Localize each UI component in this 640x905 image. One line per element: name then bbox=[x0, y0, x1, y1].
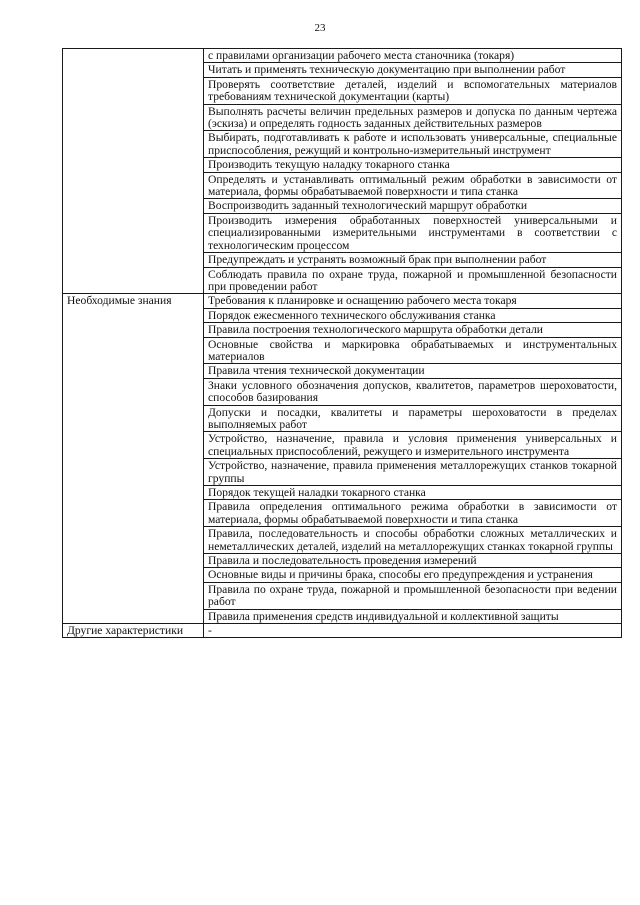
skill-item: Выполнять расчеты величин предельных размеров и допуска по данным чертежа (эскиза) и определять годность заданных действительных размеров bbox=[204, 104, 622, 131]
skill-item: Определять и устанавливать оптимальный режим обработки в зависимости от материала, формы обрабатываемой поверхности и типа станка bbox=[204, 172, 622, 199]
knowledge-label: Необходимые знания bbox=[63, 294, 204, 624]
knowledge-item: Устройство, назначение, правила применения металлорежущих станков токарной группы bbox=[204, 459, 622, 486]
table-row bbox=[63, 294, 622, 308]
skill-item: Соблюдать правила по охране труда, пожарной и промышленной безопасности при проведении работ bbox=[204, 267, 622, 294]
knowledge-item: Правила, последовательность и способы обработки сложных металлических и неметаллических деталей, изделий на металлорежущих станках токарной группы bbox=[204, 527, 622, 554]
other-label: Другие характеристики bbox=[63, 624, 204, 638]
skill-item: Предупреждать и устранять возможный брак при выполнении работ bbox=[204, 253, 622, 267]
knowledge-item: Порядок ежесменного технического обслуживания станка bbox=[204, 308, 622, 322]
knowledge-item: Устройство, назначение, правила и условия применения универсальных и специальных приспособлений, режущего и измерительного инструмента bbox=[204, 432, 622, 459]
skill-item: Читать и применять техническую документацию при выполнении работ bbox=[204, 63, 622, 77]
table-row bbox=[63, 49, 622, 63]
knowledge-item: Основные виды и причины брака, способы его предупреждения и устранения bbox=[204, 568, 622, 582]
knowledge-item: Требования к планировке и оснащению рабочего места токаря bbox=[204, 294, 622, 308]
knowledge-item: Правила применения средств индивидуальной и коллективной защиты bbox=[204, 609, 622, 623]
knowledge-item: Знаки условного обозначения допусков, квалитетов, параметров шероховатости, способов базирования bbox=[204, 378, 622, 405]
knowledge-item: Правила по охране труда, пожарной и промышленной безопасности при ведении работ bbox=[204, 582, 622, 609]
table-row bbox=[63, 624, 622, 638]
knowledge-item: Допуски и посадки, квалитеты и параметры шероховатости в пределах выполняемых работ bbox=[204, 405, 622, 432]
skill-item: Выбирать, подготавливать к работе и использовать универсальные, специальные приспособления, режущий и контрольно-измерительный инструмент bbox=[204, 131, 622, 158]
skill-item: Воспроизводить заданный технологический маршрут обработки bbox=[204, 199, 622, 213]
other-value: - bbox=[204, 624, 622, 638]
knowledge-item: Основные свойства и маркировка обрабатываемых и инструментальных материалов bbox=[204, 337, 622, 364]
knowledge-item: Правила чтения технической документации bbox=[204, 364, 622, 378]
skill-item: с правилами организации рабочего места станочника (токаря) bbox=[204, 49, 622, 63]
skills-label-cell bbox=[63, 49, 204, 294]
requirements-table bbox=[62, 48, 622, 638]
skill-item: Производить измерения обработанных поверхностей универсальными и специализированными измерительными инструментами в соответствии с технологическим процессом bbox=[204, 213, 622, 252]
knowledge-item: Правила и последовательность проведения измерений bbox=[204, 554, 622, 568]
skill-item: Проверять соответствие деталей, изделий и вспомогательных материалов требованиям технической документации (карты) bbox=[204, 77, 622, 104]
knowledge-item: Правила построения технологического маршрута обработки детали bbox=[204, 323, 622, 337]
knowledge-item: Правила определения оптимального режима обработки в зависимости от материала, формы обрабатываемой поверхности и типа станка bbox=[204, 500, 622, 527]
page-number: 23 bbox=[314, 22, 326, 34]
skill-item: Производить текущую наладку токарного станка bbox=[204, 158, 622, 172]
knowledge-item: Порядок текущей наладки токарного станка bbox=[204, 486, 622, 500]
